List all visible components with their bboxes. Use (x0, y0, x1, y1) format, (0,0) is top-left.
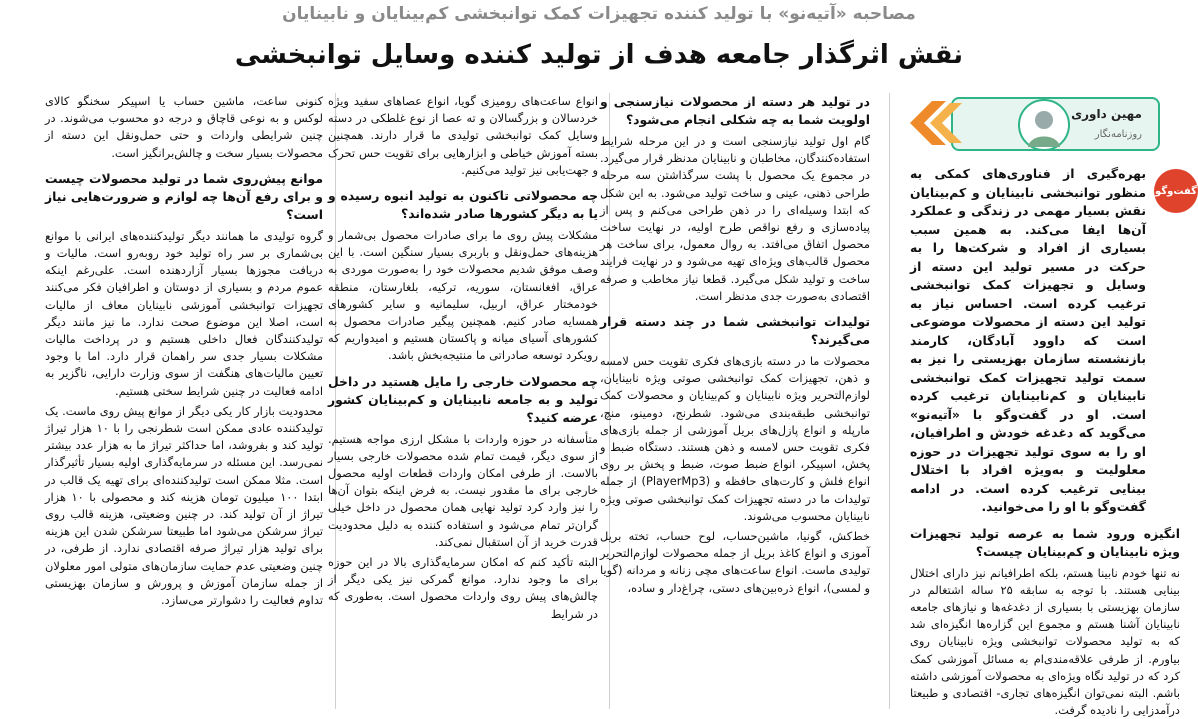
paragraph: متأسفانه در حوزه واردات با مشکل ارزی مواجه هستیم. از سوی دیگر، قیمت تمام شده محصولات خارجی بسیار بالاست. از طرفی امکان واردات قطعات اولیه محصول خارجی برای ما مقدور نیست. به فرض اینکه بتوان آن‌ها را نیز وارد کرد تولید نهایی همان محصول در داخل خیلی گران‌تر تمام می‌شود و استفاده کننده به دلیل محدودیت قدرت خرید از آن استقبال نمی‌کند. (328, 431, 598, 551)
column-1 (910, 93, 1180, 717)
avatar-silhouette-icon (1020, 101, 1068, 149)
paragraph: گروه تولیدی ما همانند دیگر تولیدکننده‌های ایرانی با موانع بی‌شماری بر سر راه تولید خود روبه‌رو است. مالیات و دریافت مجوزها بسیار آزاردهنده است. علی‌رغم اینکه عموم مردم و بسیاری از دوستان و اطرافیان فکر می‌کنند تجهیزات توانبخشی آموزشی نابینایان معاف از مالیات است، اصلا این موضوع صحت ندارد. ما نیز مانند دیگر تولیدکنندگان فعال داخلی هستیم و در پرداخت مالیات مشکلات بسیار جدی سر راهمان قرار دارد. اما با وجود تعیین مالیات‌های هنگفت از سوی وزارت دارایی، ناگزیر به ادامه فعالیت در چنین شرایط سختی هستیم. (45, 228, 323, 400)
question: تولیدات توانبخشی شما در چند دسته قرار می‌گیرند؟ (600, 313, 870, 349)
author-box (910, 93, 1180, 155)
chevron-arrow-icon (910, 97, 966, 149)
lead-section (910, 165, 1180, 517)
question: انگیزه ورود شما به عرصه تولید تجهیزات ویژه نابینایان و کم‌بینایان چیست؟ (910, 525, 1180, 561)
paragraph: کنونی ساعت، ماشین حساب یا اسپیکر سخنگو کالای لوکس و به نوعی قاچاق و درجه دو محسوب می‌شوند. در چنین شرایطی واردات و حتی حمل‌ونقل این دسته از محصولات بسیار سخت و چالش‌برانگیز است. (45, 93, 323, 162)
question: چه محصولاتی تاکنون به تولید انبوه رسیده و یا به دیگر کشورها صادر شده‌اند؟ (328, 187, 598, 223)
paragraph: البته تأکید کنم که امکان سرمایه‌گذاری بالا در این حوزه برای ما وجود ندارد. موانع گمرکی نیز یکی دیگر از چالش‌های پیش روی واردات محصول است. به‌طوری که در شرایط (328, 554, 598, 623)
column-4 (45, 93, 323, 717)
lead-paragraph: بهره‌گیری از فناوری‌های کمکی به منظور توانبخشی نابینایان و کم‌بینایان نقش بسیار مهمی در زندگی و عملکرد آن‌ها ایفا می‌کند. به همین سبب بسیاری از افراد و شرکت‌ها را به حرکت در مسیر تولید این دسته از وسایل و تجهیزات کمک توانبخشی ترغیب کرده است. احساس نیاز به تولید این دسته از محصولات موضوعی است که داوود آبادگان، کارمند بازنشسته سازمان بهزیستی را نیز به سمت تولید تجهیزات کمک توانبخشی نابینایان و کم‌نابینایان ترغیب کرده است. او در گفت‌وگو با «آتیه‌نو» می‌گوید که دغدغه خودش و اطرافیان، او را به سوی تولید تجهیزات در حوزه معلولیت و به‌ویژه افراد با اختلال بینایی ترغیب کرده است. در ادامه گفت‌وگو با او را می‌خوانید. (910, 165, 1180, 517)
paragraph: محصولات ما در دسته بازی‌های فکری تقویت حس لامسه و ذهن، تجهیزات کمک توانبخشی صوتی ویژه نابینایان، لوازم‌التحریر ویژه نابینایان و کم‌بینایان و محصولات کمک توانبخشی طبقه‌بندی می‌شود. شطرنج، دومینو، منچ، مارپله و انواع پازل‌های بریل آموزشی از جمله بازی‌های فکری تقویت حس لامسه و ذهن هستند. دستگاه ضبط و پخش، اسپیکر، انواع ضبط صوت، ضبط و پخش بر روی انواع فلش و کارت‌های حافظه و (PlayerMp3) از جمله تولیدات ما در دسته تجهیزات کمک توانبخشی صوتی ویژه نابینایان محسوب می‌شوند. (600, 353, 870, 525)
column-2 (600, 93, 870, 717)
paragraph: انواع ساعت‌های رومیزی گویا، انواع عصاهای سفید ویژه خردسالان و بزرگسالان و ته عصا از نوع غلطکی در دسته وسایل کمک توانبخشی تولیدی ما قرار دارند. همچنین بسته آموزش خیاطی و ابزارهایی برای تقویت حس تحرک و جهت‌یابی نیز تولید می‌کنیم. (328, 93, 598, 179)
question: چه محصولات خارجی را مایل هستید در داخل تولید و به جامعه نابینایان و کم‌بینایان کشور عرضه کنید؟ (328, 373, 598, 427)
author-role: روزنامه‌نگار (1095, 126, 1142, 143)
paragraph: محدودیت بازار کار یکی دیگر از موانع پیش روی ماست. یک تولیدکننده عادی ممکن است شطرنجی را با ۱۰ هزار تیراژ تولید کند و بفروشد، اما حداکثر تیراژ ما به هزار عدد بیشتر نمی‌رسد. این مسئله در سرمایه‌گذاری اولیه بسیار تأثیرگذار است. مثلا ممکن است تولیدکننده‌ای برای تهیه یک قالب در ابتدا ۱۰۰ میلیون تومان هزینه کند و محصولی با ۱۰ هزار تیراژ از آن تولید کند. در چنین وضعیتی، هزینه قالب روی تیراژ سرشکن می‌شود اما طبیعتا سرشکن شدن این هزینه برای تولید هزار تیراژ صرفه اقتصادی ندارد. از طرفی، در چنین وضعیتی عدم حمایت سازمان‌های متولی امور معلولان از جمله سازمان آموزش و پرورش و سازمان بهزیستی تداوم فعالیت را دشوارتر می‌سازد. (45, 403, 323, 609)
paragraph: نه تنها خودم نابینا هستم، بلکه اطرافیانم نیز دارای اختلال بینایی هستند. با توجه به سابقه ۲۵ ساله اشتغالم در سازمان بهزیستی با بسیاری از دغدغه‌ها و نیازهای جامعه نابینایان آشنا هستم و مجموع این گزاره‌ها انگیزه‌ای شد که به تولید محصولات توانبخشی ویژه نابینایان روی بیاورم. از طرفی علاقه‌مندی‌ام به مسائل آموزشی کمک کرد که در تولید نگاه ویژه‌ای به محصولات آموزشی داشته باشم. البته نمی‌توان انگیزه‌های تجاری- اقتصادی و طبیعتا درآمدزایی را نادیده گرفت. (910, 565, 1180, 719)
author-name: مهین داوری (1071, 106, 1142, 123)
paragraph: مشکلات پیش روی ما برای صادرات محصول بی‌شمار و هزینه‌های حمل‌ونقل و باربری بسیار سنگین است. با این وصف موفق شدیم محصولات خود را به‌صورت موردی به عراق، افغانستان، سوریه، ترکیه، بلغارستان، منطقه خودمختار عراق، اربیل، سلیمانیه و سایر کشورهای همسایه صادر کنیم. همچنین پیگیر صادرات محصول به کشورهای آسیای میانه و پاکستان هستیم و امیدواریم که رویکرد توسعه صادراتی ما منتیجه‌بخش باشد. (328, 227, 598, 365)
question: در تولید هر دسته از محصولات نیازسنجی و اولویت شما به چه شکلی انجام می‌شود؟ (600, 93, 870, 129)
paragraph: گام اول تولید نیازسنجی است و در این مرحله شرایط استفاده‌کنندگان، مخاطبان و نابینایان مدنظر قرار می‌گیرد. در مجموع یک محصول با پشت سرگذاشتن سه مرحله طراحی ذهنی، عینی و ساخت تولید می‌شود. به این شکل که ابتدا وسیله‌ای را در ذهن طراحی می‌کنم و پس از پیاده‌سازی و رفع نواقص طرح اولیه، در نهایت ساخت محصول اتفاق می‌افتد. به روال معمول، برای ساخت هر محصول قالب‌های ویژه‌ای تهیه می‌شود و در نهایت فرایند ساخت و تولید شکل می‌گیرد. قطعا نیاز مخاطب و صرفه اقتصادی به‌صورت جدی مدنظر است. (600, 133, 870, 305)
paragraph: خط‌کش، گونیا، ماشین‌حساب، لوح حساب، تخته بریل آموزی و انواع کاغذ بریل از جمله محصولات لوازم‌التحریر تولیدی ماست. انواع ساعت‌های مچی زنانه و مردانه (گویا و لمسی)، انواع ذره‌بین‌های دستی، چراغ‌دار و ساده، (600, 528, 870, 597)
interview-badge: گفت‌وگو (1154, 169, 1198, 213)
column-3 (328, 93, 598, 717)
kicker: مصاحبه «آتیه‌نو» با تولید کننده تجهیزات کمک توانبخشی کم‌بینایان و نابینایان (0, 4, 1198, 24)
headline: نقش اثرگذار جامعه هدف از تولید کننده وسایل توانبخشی (0, 40, 1198, 70)
question: موانع پیش‌روی شما در تولید محصولات چیست و برای رفع آن‌ها چه لوازم و ضرورت‌هایی نیاز است؟ (45, 170, 323, 224)
author-avatar (1018, 99, 1070, 151)
column-divider (889, 93, 890, 709)
